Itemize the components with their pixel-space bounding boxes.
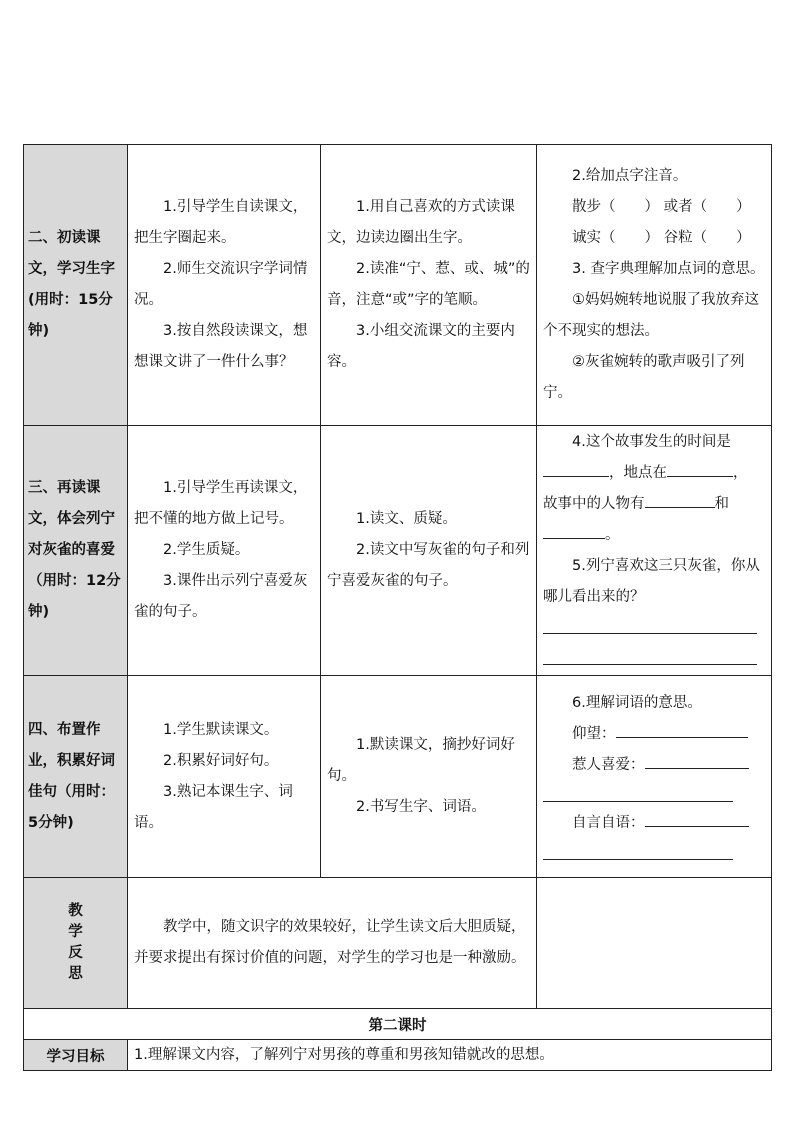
reflection-text: 教学中，随文识字的效果较好，让学生读文后大胆质疑，并要求提出有探讨价值的问题，对学生的学习也是一种激励。: [128, 878, 537, 1009]
sentence-1: ①妈妈婉转地说服了我放弃这个不现实的想法。: [543, 292, 759, 339]
goal-label: 学习目标: [24, 1040, 128, 1071]
section-row: [24, 1009, 772, 1040]
answer-blank[interactable]: [645, 750, 749, 769]
goal-text: 1.理解课文内容，了解列宁对男孩的尊重和男孩知错就改的思想。: [128, 1040, 772, 1071]
question-4-blanks: ，地点在 ，: [543, 458, 765, 489]
student-activities: 1.默读课文，摘抄好词好句。 2.书写生字、词语。: [321, 676, 537, 878]
question-2: 2.给加点字注音。: [572, 168, 688, 184]
answer-line[interactable]: [543, 613, 757, 634]
student-activities: 1.用自己喜欢的方式读课文，边读边圈出生字。 2.读准“宁、惹、或、城”的音，注意“或”字的笔顺。 3.小组交流课文的主要内容。: [321, 145, 537, 426]
answer-blank[interactable]: [616, 719, 748, 738]
question-5: 5.列宁喜欢这三只灰雀，你从哪儿看出来的？: [543, 557, 760, 605]
stage-category: 四、布置作业，积累好词佳句（用时：5分钟): [24, 676, 128, 878]
sentence-2: ②灰雀婉转的歌声吸引了列宁。: [543, 354, 745, 401]
lesson-plan-table: [23, 144, 772, 1071]
stage-row-1: [24, 145, 772, 426]
answer-blank[interactable]: [645, 489, 715, 508]
exercise-cell: [537, 426, 772, 676]
pinyin-line: 诚实（ ） 谷粒（ ）: [572, 230, 751, 246]
stage-row-3: [24, 676, 772, 878]
reflection-empty-cell: [537, 878, 772, 1009]
question-4: 4.这个故事发生的时间是: [572, 433, 731, 450]
answer-line[interactable]: [543, 839, 733, 860]
section-title: 第二课时: [24, 1009, 772, 1040]
question-4-people: 故事中的人物有 和: [543, 489, 765, 520]
answer-blank[interactable]: [645, 808, 749, 827]
teacher-activities: 1.学生默读课文。 2.积累好词好句。 3.熟记本课生字、词语。: [128, 676, 321, 878]
answer-blank[interactable]: [543, 458, 609, 477]
answer-line[interactable]: [543, 781, 733, 802]
stage-row-2: [24, 426, 772, 676]
reflection-label: 教学反思: [24, 878, 128, 1009]
stage-category: 二、初读课文，学习生字(用时：15分钟): [24, 145, 128, 426]
question-4-end: 。: [543, 520, 765, 551]
answer-blank[interactable]: [667, 458, 733, 477]
word-line: 仰望：: [543, 719, 765, 750]
teacher-activities: 1.引导学生自读课文，把生字圈起来。 2.师生交流识字学词情况。 3.按自然段读课文，想想课文讲了一件什么事？: [128, 145, 321, 426]
exercise-cell: [537, 676, 772, 878]
reflection-row: [24, 878, 772, 1009]
word-line: 自言自语：: [543, 808, 765, 839]
teacher-activities: 1.引导学生再读课文，把不懂的地方做上记号。 2.学生质疑。 3.课件出示列宁喜爱灰雀的句子。: [128, 426, 321, 676]
answer-line[interactable]: [543, 644, 757, 665]
stage-category: 三、再读课文，体会列宁对灰雀的喜爱（用时：12分钟): [24, 426, 128, 676]
question-3: 3. 查字典理解加点词的意思。: [572, 261, 765, 277]
student-activities: 1.读文、质疑。 2.读文中写灰雀的句子和列宁喜爱灰雀的句子。: [321, 426, 537, 676]
question-6: 6.理解词语的意思。: [572, 694, 702, 711]
pinyin-line: 散步（ ） 或者（ ）: [572, 199, 751, 215]
word-line: 惹人喜爱：: [543, 750, 765, 781]
exercise-cell: [537, 145, 772, 426]
goal-row: [24, 1040, 772, 1071]
answer-blank[interactable]: [543, 520, 605, 539]
